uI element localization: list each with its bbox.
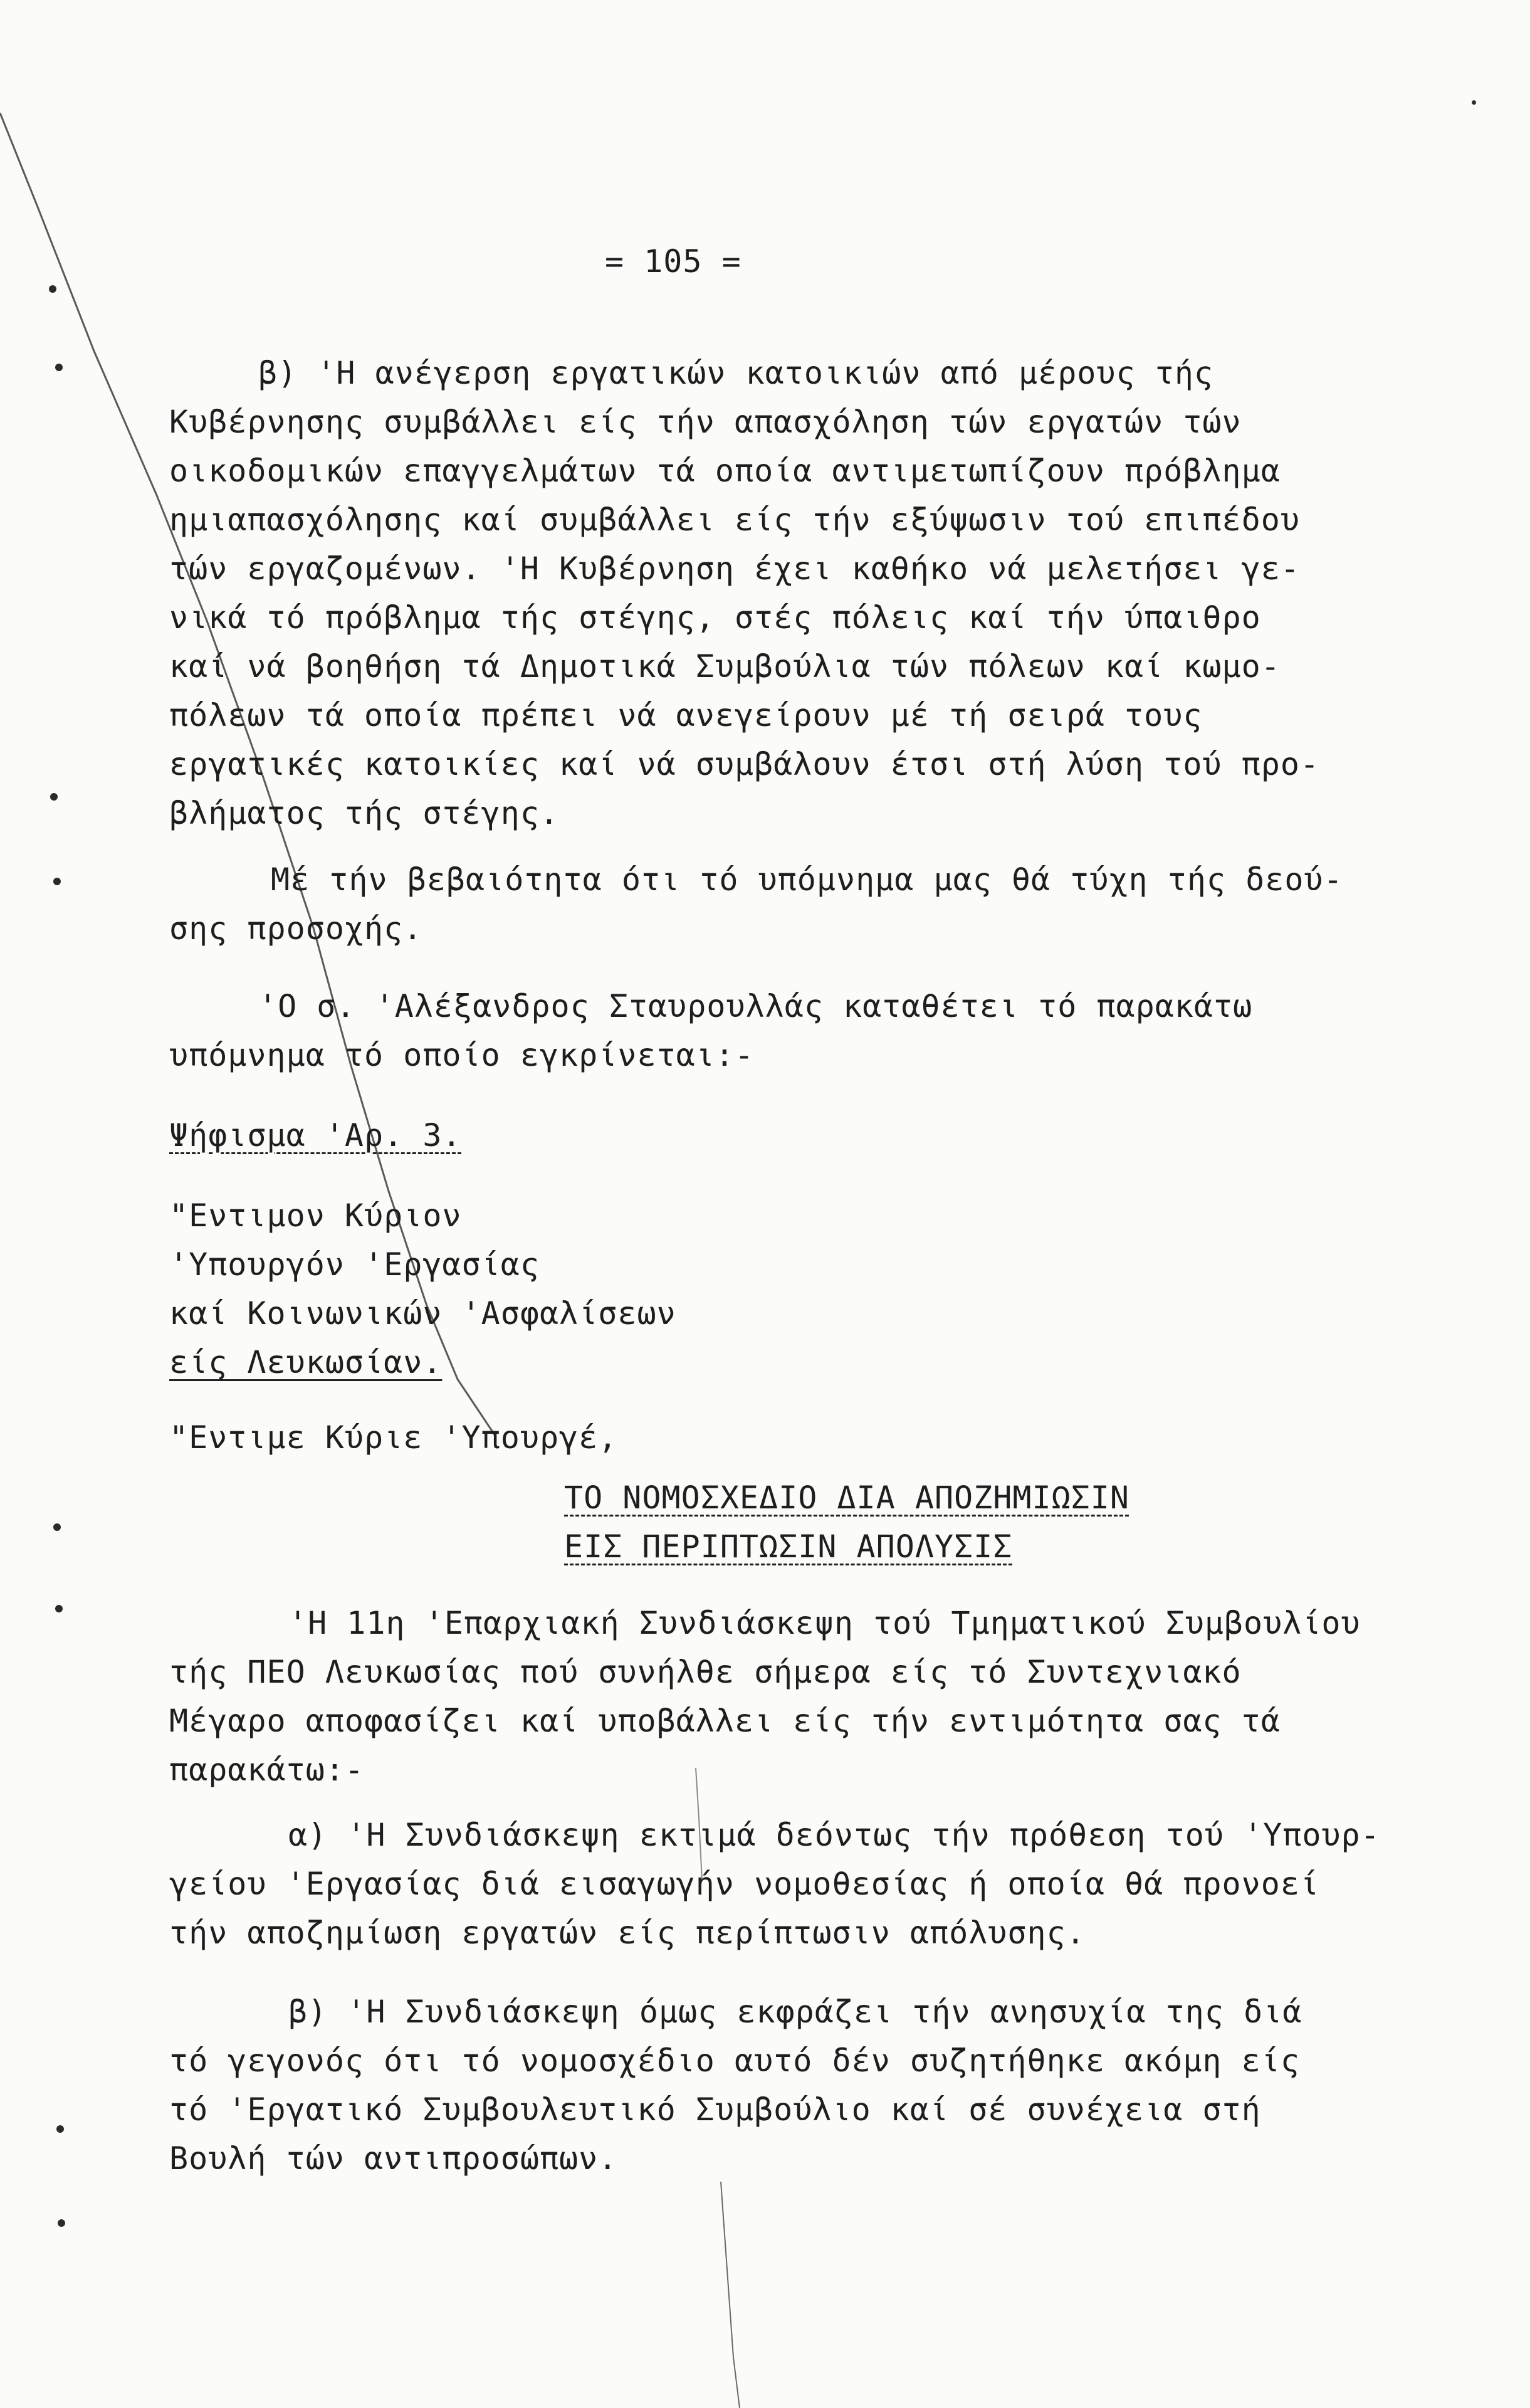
point-a-line: γείου 'Εργασίας διά εισαγωγήν νομοθεσίας ή οποία θά προνοεί: [169, 1866, 1320, 1902]
closing-line: Μέ τήν βεβαιότητα ότι τό υπόμνημα μας θά τύχη τής δεού-: [271, 861, 1343, 898]
para-beta-line: βλήματος τής στέγης.: [169, 795, 560, 831]
address-line: είς Λευκωσίαν.: [169, 1344, 443, 1380]
intro-line: παρακάτω:-: [169, 1752, 365, 1788]
point-b-line: τό γεγονός ότι τό νομοσχέδιο αυτό δέν συζητήθηκε ακόμη είς: [169, 2043, 1300, 2079]
punch-mark: [56, 2125, 64, 2133]
address-line: 'Υπουργόν 'Εργασίας: [169, 1246, 540, 1283]
point-a-line: α) 'Η Συνδιάσκεψη εκτιμά δεόντως τήν πρόθεση τού 'Υπουρ-: [288, 1817, 1380, 1853]
punch-mark: [55, 364, 63, 371]
subject-line: ΕΙΣ ΠΕΡΙΠΤΩΣΙΝ ΑΠΟΛΥΣΙΣ: [564, 1528, 1013, 1565]
salutation: "Εντιμε Κύριε 'Υπουργέ,: [169, 1419, 618, 1456]
para-beta-line: οικοδομικών επαγγελμάτων τά οποία αντιμετωπίζουν πρόβλημα: [169, 453, 1281, 489]
punch-mark: [1472, 100, 1476, 105]
para-beta-line: τών εργαζομένων. 'Η Κυβέρνηση έχει καθήκο νά μελετήσει γε-: [169, 550, 1300, 587]
page-number: = 105 =: [605, 243, 741, 280]
point-b-line: τό 'Εργατικό Συμβουλευτικό Συμβούλιο καί σέ συνέχεια στή: [169, 2091, 1261, 2128]
punch-mark: [58, 2219, 65, 2227]
resolution-title: Ψήφισμα 'Αρ. 3.: [169, 1117, 462, 1154]
punch-mark: [50, 793, 58, 801]
intro-line: τής ΠΕΟ Λευκωσίας πού συνήλθε σήμερα είς τό Συντεχνιακό: [169, 1654, 1242, 1690]
para-beta-line: β) 'Η ανέγερση εργατικών κατοικιών από μέρους τής: [258, 355, 1214, 391]
closing-line: σης προσοχής.: [169, 910, 423, 947]
point-b-line: Βουλή τών αντιπροσώπων.: [169, 2140, 618, 2177]
point-b-line: β) 'Η Συνδιάσκεψη όμως εκφράζει τήν ανησυχία της διά: [288, 1994, 1302, 2030]
para-beta-line: ημιαπασχόλησης καί συμβάλλει είς τήν εξύψωσιν τού επιπέδου: [169, 502, 1300, 538]
punch-mark: [53, 878, 61, 885]
para-beta-line: καί νά βοηθήση τά Δημοτικά Συμβούλια τών πόλεων καί κωμο-: [169, 648, 1281, 685]
punch-mark: [55, 1605, 63, 1612]
intro-line: 'Η 11η 'Επαρχιακή Συνδιάσκεψη τού Τμηματικού Συμβουλίου: [288, 1605, 1361, 1641]
submission-line: 'Ο σ. 'Αλέξανδρος Σταυρουλλάς καταθέτει τό παρακάτω: [258, 988, 1253, 1024]
para-beta-line: εργατικές κατοικίες καί νά συμβάλουν έτσι στή λύση τού προ-: [169, 746, 1320, 782]
intro-line: Μέγαρο αποφασίζει καί υποβάλλει είς τήν εντιμότητα σας τά: [169, 1703, 1281, 1739]
para-beta-line: πόλεων τά οποία πρέπει νά ανεγείρουν μέ τή σειρά τους: [169, 697, 1203, 733]
punch-mark: [53, 1523, 61, 1531]
subject-line: ΤΟ ΝΟΜΟΣΧΕΔΙΟ ΔΙΑ ΑΠΟΖΗΜΙΩΣΙΝ: [564, 1480, 1129, 1516]
para-beta-line: Κυβέρνησης συμβάλλει είς τήν απασχόληση τών εργατών τών: [169, 404, 1242, 440]
address-line: καί Κοινωνικών 'Ασφαλίσεων: [169, 1295, 676, 1332]
point-a-line: τήν αποζημίωση εργατών είς περίπτωσιν απόλυσης.: [169, 1915, 1086, 1951]
address-line: "Εντιμον Κύριον: [169, 1197, 462, 1234]
punch-mark: [49, 285, 56, 293]
submission-line: υπόμνημα τό οποίο εγκρίνεται:-: [169, 1037, 755, 1073]
para-beta-line: νικά τό πρόβλημα τής στέγης, στές πόλεις καί τήν ύπαιθρο: [169, 599, 1261, 636]
